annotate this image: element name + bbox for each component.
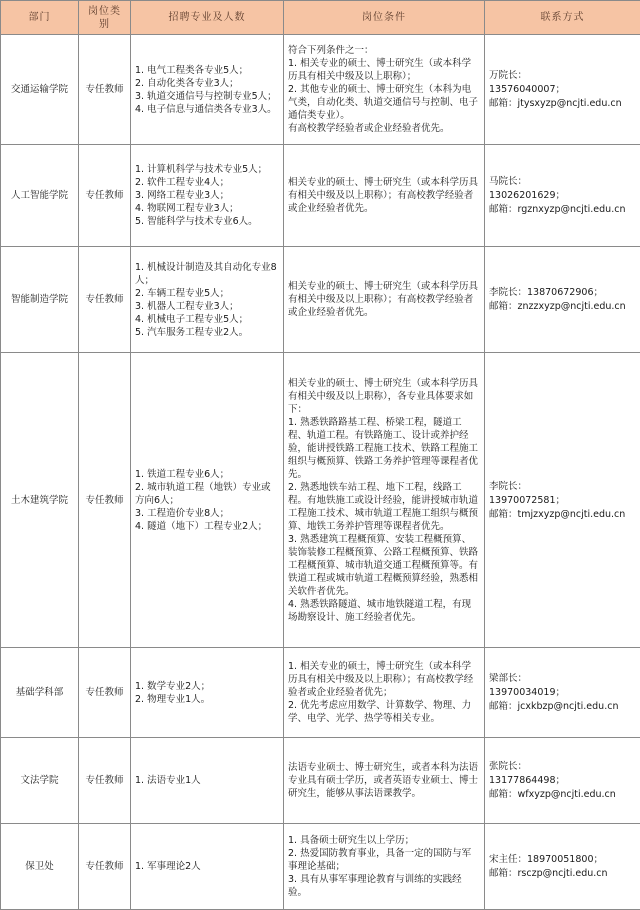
major-line: 3. 轨道交通信号与控制专业5人； (135, 90, 277, 102)
table-row (1, 145, 640, 247)
dept-cell: 文法学院 (1, 738, 79, 824)
major-line: 2. 城市轨道工程（地铁）专业或方向6人； (135, 481, 271, 506)
contact-line: 李院长： (489, 480, 528, 492)
contact-line: 梁部长： (489, 673, 528, 684)
major-line: 2. 自动化类各专业3人； (135, 77, 239, 89)
table-row (1, 824, 640, 910)
contact-line: 13026201629； (489, 190, 565, 201)
contact-line: 13970034019； (489, 687, 565, 698)
dept-cell: 保卫处 (1, 824, 79, 910)
condition-line: 1. 熟悉铁路路基工程、桥梁工程，隧道工程、轨道工程。有铁路施工、设计或养护经验，能讲授铁路工程施工技术、铁路工程施工组织与概预算、铁路工务养护管理等课程者优先。 (288, 416, 479, 480)
major-line: 3. 工程造价专业8人； (135, 507, 230, 519)
condition-line: 相关专业的硕士、博士研究生（或本科学历具有相关中级及以上职称）；有高校教学经验者或企业经验者优先。 (288, 281, 479, 318)
conditions-cell (284, 824, 485, 910)
contact-cell (485, 824, 640, 910)
major-line: 4. 物联网工程专业3人； (135, 203, 239, 214)
contact-line: 邮箱：tmjzxyzp@ncjti.edu.cn (489, 508, 626, 520)
contact-cell (485, 145, 640, 247)
table-row (1, 738, 640, 824)
contact-line: 邮箱：jtysxyzp@ncjti.edu.cn (489, 98, 622, 109)
contact-line: 马院长： (489, 176, 528, 187)
major-line: 5. 汽车服务工程专业2人。 (135, 326, 249, 338)
majors-cell (131, 247, 284, 353)
contact-line: 邮箱：znzzxyzp@ncjti.edu.cn (489, 301, 626, 312)
major-line: 1. 军事理论2人 (135, 861, 201, 872)
contact-line: 邮箱：rgznxyzp@ncjti.edu.cn (489, 204, 626, 215)
conditions-cell (284, 145, 485, 247)
major-line: 1. 铁道工程专业6人； (135, 468, 230, 480)
condition-line: 1. 相关专业的硕士，博士研究生（或本科学历具有相关中级及以上职称）；有高校教学经验者或企业经验者优先； (288, 661, 474, 698)
condition-line: 2. 其他专业的硕士、博士研究生（本科为电气类，自动化类、轨道交通信号与控制、电子通信类专业）。 (288, 84, 479, 121)
category-cell: 专任教师 (79, 35, 131, 145)
contact-line: 万院长： (489, 70, 528, 81)
condition-line: 2. 优先考虑应用数学、计算数学、物理、力学、电学、光学、热学等相关专业。 (288, 700, 472, 724)
header-contact: 联系方式 (485, 1, 640, 35)
category-cell: 专任教师 (79, 824, 131, 910)
header-conditions: 岗位条件 (284, 1, 485, 35)
conditions-cell (284, 247, 485, 353)
major-line: 2. 软件工程专业4人； (135, 177, 230, 188)
contact-line: 邮箱：jcxkbzp@ncjti.edu.cn (489, 701, 619, 712)
contact-cell (485, 353, 640, 648)
condition-line: 1. 相关专业的硕士、博士研究生（或本科学历具有相关中级及以上职称）； (288, 58, 472, 82)
category-cell: 专任教师 (79, 648, 131, 738)
dept-cell: 智能制造学院 (1, 247, 79, 353)
contact-line: 13970072581； (489, 494, 565, 506)
major-line: 1. 法语专业1人 (135, 775, 201, 786)
conditions-cell (284, 35, 485, 145)
majors-cell (131, 353, 284, 648)
condition-line: 相关专业的硕士、博士研究生（或本科学历具有相关中级及以上职称）；有高校教学经验者或企业经验者优先。 (288, 177, 479, 214)
major-line: 1. 数学专业2人； (135, 680, 211, 692)
table-row (1, 648, 640, 738)
contact-cell (485, 648, 640, 738)
major-line: 2. 车辆工程专业5人； (135, 287, 230, 299)
contact-cell (485, 738, 640, 824)
table-row (1, 35, 640, 145)
contact-line: 邮箱：wfxyzp@ncjti.edu.cn (489, 789, 616, 800)
dept-cell: 基础学科部 (1, 648, 79, 738)
major-line: 4. 机械电子工程专业5人； (135, 313, 249, 325)
majors-cell (131, 145, 284, 247)
major-line: 1. 计算机科学与技术专业5人； (135, 164, 268, 175)
header-category: 岗位类别 (79, 1, 131, 35)
table-row (1, 353, 640, 648)
contact-cell (485, 247, 640, 353)
major-line: 1. 机械设计制造及其自动化专业8人； (135, 261, 277, 286)
category-cell: 专任教师 (79, 353, 131, 648)
contact-line: 13177864498； (489, 775, 565, 786)
dept-cell: 交通运输学院 (1, 35, 79, 145)
condition-line: 法语专业硕士、博士研究生，或者本科为法语专业具有硕士学历，或者英语专业硕士、博士研究生，能够从事法语课教学。 (288, 762, 479, 799)
condition-line: 2. 热爱国防教育事业，具备一定的国防与军事理论基础； (288, 848, 472, 872)
major-line: 2. 物理专业1人。 (135, 693, 211, 705)
majors-cell (131, 824, 284, 910)
condition-line: 相关专业的硕士、博士研究生（或本科学历具有相关中级及以上职称），各专业具体要求如下： (288, 377, 479, 415)
category-cell: 专任教师 (79, 738, 131, 824)
conditions-cell (284, 353, 485, 648)
major-line: 3. 网络工程专业3人； (135, 190, 230, 201)
contact-line: 张院长： (489, 761, 528, 772)
major-line: 4. 隧道（地下）工程专业2人； (135, 520, 268, 532)
condition-line: 3. 具有从事军事理论教育与训练的实践经验。 (288, 874, 462, 898)
majors-cell (131, 738, 284, 824)
table-row (1, 247, 640, 353)
condition-line: 1. 具备硕士研究生以上学历； (288, 835, 415, 846)
contact-line: 13576040007； (489, 84, 565, 95)
contact-line: 宋主任：18970051800； (489, 854, 603, 865)
condition-line: 4. 熟悉铁路隧道、城市地铁隧道工程，有现场勘察设计、施工经验者优先。 (288, 598, 472, 623)
major-line: 1. 电气工程类各专业5人； (135, 64, 249, 76)
header-dept: 部门 (1, 1, 79, 35)
majors-cell (131, 35, 284, 145)
dept-cell: 土木建筑学院 (1, 353, 79, 648)
conditions-cell (284, 648, 485, 738)
header-majors: 招聘专业及人数 (131, 1, 284, 35)
condition-line: 3. 熟悉建筑工程概预算、安装工程概预算、装饰装修工程概预算、公路工程概预算、铁路工程概预算、城市轨道交通工程概预算等。有铁道工程或城市轨道工程概预算经验，熟悉相关软件者优先。 (288, 533, 479, 597)
header-row (1, 1, 640, 35)
contact-cell (485, 35, 640, 145)
major-line: 3. 机器人工程专业3人； (135, 300, 239, 312)
condition-line: 2. 熟悉地铁车站工程、地下工程，线路工程。有地铁施工或设计经验，能讲授城市轨道工程施工技术、城市轨道工程施工组织与概预算、地铁工务养护管理等课程者优先。 (288, 481, 479, 532)
category-cell: 专任教师 (79, 145, 131, 247)
majors-cell (131, 648, 284, 738)
conditions-cell (284, 738, 485, 824)
dept-cell: 人工智能学院 (1, 145, 79, 247)
condition-line: 符合下列条件之一： (288, 45, 374, 56)
contact-line: 邮箱：rsczp@ncjti.edu.cn (489, 868, 608, 879)
major-line: 5. 智能科学与技术专业6人。 (135, 216, 258, 227)
category-cell: 专任教师 (79, 247, 131, 353)
condition-line: 有高校教学经验者或企业经验者优先。 (288, 123, 450, 134)
contact-line: 李院长：13870672906； (489, 287, 603, 298)
major-line: 4. 电子信息与通信类各专业3人。 (135, 103, 277, 115)
